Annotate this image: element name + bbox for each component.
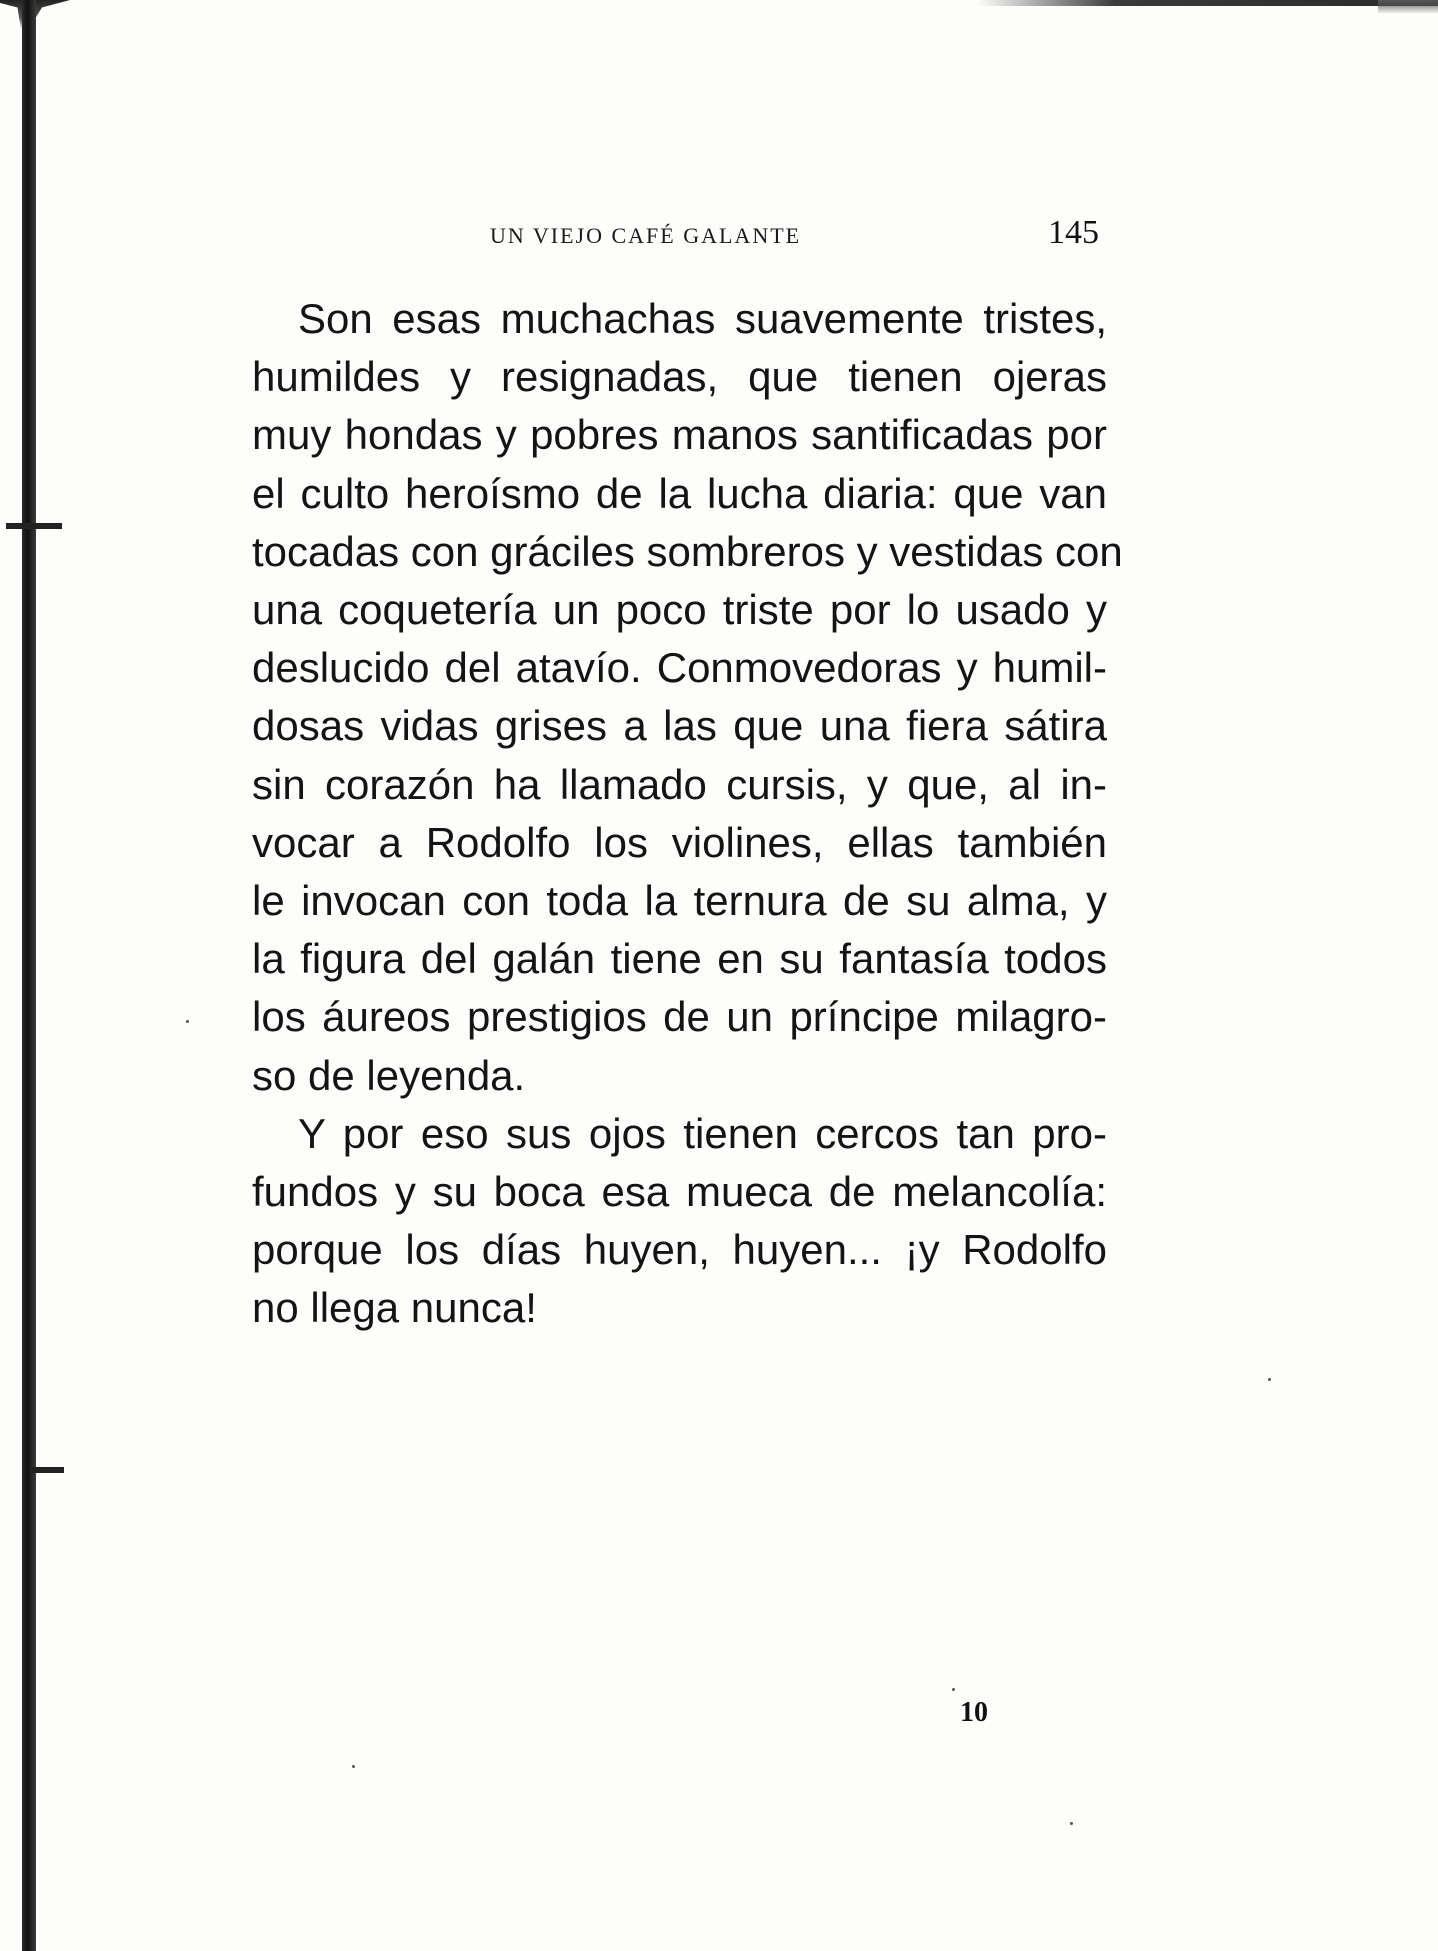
text-line: porque los días huyen, huyen... ¡y Rodolfo bbox=[252, 1226, 1107, 1274]
text-line: vocar a Rodolfo los violines, ellas también bbox=[252, 818, 1107, 866]
text-line: no llega nunca! bbox=[252, 1284, 537, 1332]
text-line: so de leyenda. bbox=[252, 1051, 526, 1099]
text-line: deslucido del atavío. Conmovedoras y humil- bbox=[252, 644, 1107, 692]
paragraph bbox=[252, 1105, 1107, 1338]
scan-speck bbox=[1070, 1822, 1073, 1825]
text-line: los áureos prestigios de un príncipe milagro- bbox=[252, 993, 1107, 1041]
text-line: le invocan con toda la ternura de su alma, y bbox=[252, 877, 1107, 925]
text-line: la figura del galán tiene en su fantasía todos bbox=[252, 935, 1107, 983]
binding-edge bbox=[22, 0, 36, 1951]
binding-notch bbox=[30, 1467, 64, 1473]
scan-speck bbox=[1268, 1378, 1271, 1381]
text-line: tocadas con gráciles sombreros y vestidas con bbox=[252, 527, 1123, 575]
text-line: Y por eso sus ojos tienen cercos tan pro- bbox=[298, 1109, 1107, 1157]
running-head: UN VIEJO CAFÉ GALANTE bbox=[490, 223, 802, 248]
text-line: muy hondas y pobres manos santificadas por bbox=[252, 411, 1107, 459]
scan-speck bbox=[186, 1020, 189, 1023]
text-line: una coquetería un poco triste por lo usado y bbox=[252, 586, 1107, 634]
signature-mark: 10 bbox=[960, 1697, 988, 1728]
scan-speck bbox=[352, 1765, 355, 1768]
text-line: fundos y su boca esa mueca de melancolía: bbox=[252, 1168, 1107, 1216]
text-line: sin corazón ha llamado cursis, y que, al in- bbox=[252, 760, 1107, 808]
page-number: 145 bbox=[1048, 214, 1099, 251]
paragraph bbox=[252, 290, 1123, 1105]
text-line: Son esas muchachas suavemente tristes, bbox=[298, 295, 1107, 342]
page-corner-shadow bbox=[1378, 0, 1438, 14]
scan-speck bbox=[952, 1688, 955, 1691]
text-line: el culto heroísmo de la lucha diaria: que van bbox=[252, 469, 1107, 517]
body-text bbox=[252, 290, 1123, 1338]
binding-notch bbox=[6, 523, 62, 529]
text-line: humildes y resignadas, que tienen ojeras bbox=[252, 353, 1107, 401]
text-line: dosas vidas grises a las que una fiera sátira bbox=[252, 702, 1107, 750]
page-top-edge bbox=[978, 0, 1438, 6]
